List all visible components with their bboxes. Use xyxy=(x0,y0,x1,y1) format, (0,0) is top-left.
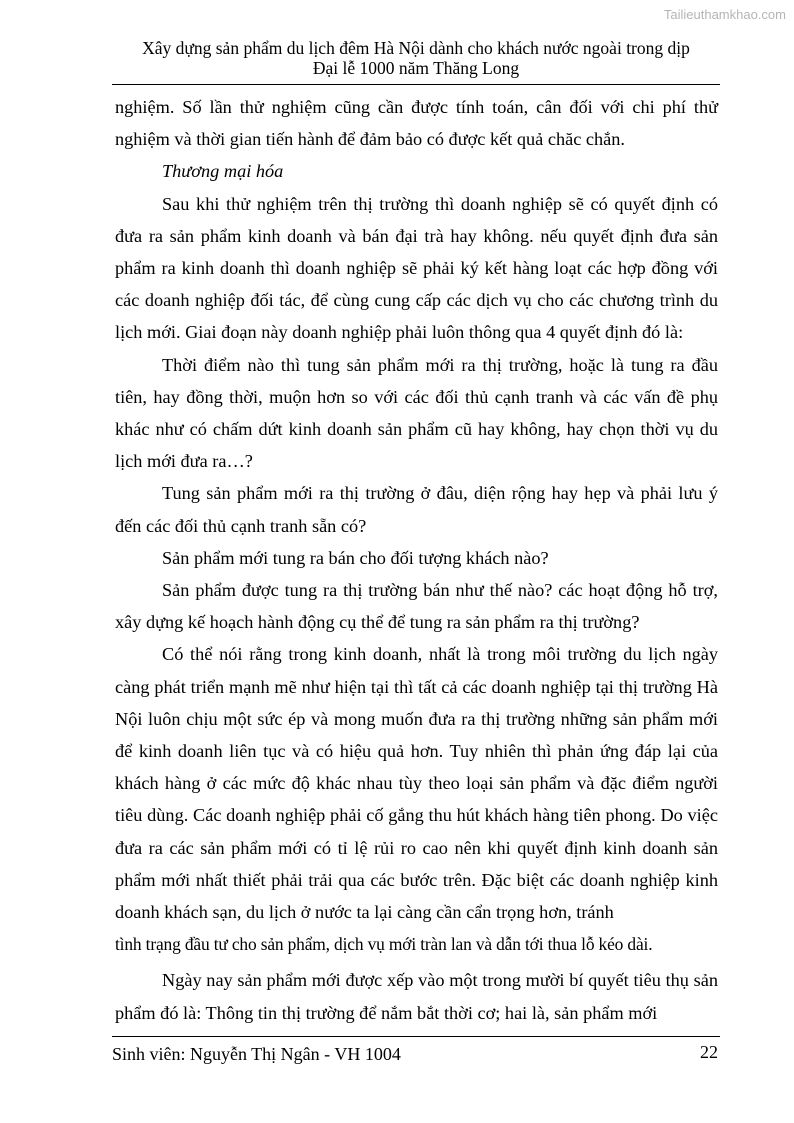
paragraph: Ngày nay sản phẩm mới được xếp vào một trong mười bí quyết tiêu thụ sản phẩm đó là: Thông tin thị trường để nắm bắt thời cơ; hai là, sản phẩm mới xyxy=(115,970,718,1023)
page-number: 22 xyxy=(700,1042,718,1062)
paragraph-continuation: nghiệm. Số lần thử nghiệm cũng cần được tính toán, cân đối với chi phí thử nghiệm và thời gian tiến hành để đảm bảo có được kết quả chăc chắn. xyxy=(115,97,718,150)
footer-divider xyxy=(112,1036,720,1037)
header-title-line-1: Xây dựng sản phẩm du lịch đêm Hà Nội dành cho khách nước ngoài trong dịp xyxy=(142,38,690,58)
paragraph: Tung sản phẩm mới ra thị trường ở đâu, diện rộng hay hẹp và phải lưu ý đến các đối thủ cạnh tranh sẵn có? xyxy=(115,483,718,536)
paragraph-condensed-line: tình trạng đầu tư cho sản phẩm, dịch vụ mới tràn lan và dẫn tới thua lỗ kéo dài. xyxy=(115,934,653,955)
section-heading: Thương mại hóa xyxy=(162,161,284,182)
paragraph: Sau khi thử nghiệm trên thị trường thì doanh nghiệp sẽ có quyết định có đưa ra sản phẩm kinh doanh và bán đại trà hay không. nếu quyết định đưa sản phẩm ra kinh doanh thì doanh nghiệp sẽ phải ký kết hàng loạt các hợp đồng với các doanh nghiệp đối tác, để cùng cung cấp các dịch vụ cho các chương trình du lịch mới. Giai đoạn này doanh nghiệp phải luôn thông qua 4 quyết định đó là: xyxy=(115,193,718,343)
footer-student: Sinh viên: Nguyễn Thị Ngân - VH 1004 xyxy=(112,1044,401,1064)
document-body xyxy=(115,91,718,1029)
watermark: Tailieuthamkhao.com xyxy=(663,7,786,22)
paragraph: Thời điểm nào thì tung sản phẩm mới ra thị trường, hoặc là tung ra đầu tiên, hay đồng thời, muộn hơn so với các đối thủ cạnh tranh và các vấn đề phụ khác như có chấm dứt kinh doanh sản phẩm cũ hay không, hay chọn thời vụ du lịch mới đưa ra…? xyxy=(115,354,718,472)
paragraph: Sản phẩm được tung ra thị trường bán như thế nào? các hoạt động hỗ trợ, xây dựng kế hoạch hành động cụ thể để tung ra sản phẩm ra thị trường? xyxy=(115,580,718,633)
paragraph: Có thể nói rằng trong kinh doanh, nhất là trong môi trường du lịch ngày càng phát triển mạnh mẽ như hiện tại thì tất cả các doanh nghiệp tại thị trường Hà Nội luôn chịu một sức ép và mong muốn đưa ra thị trường những sản phẩm mới để kinh doanh liên tục và có hiệu quả hơn. Tuy nhiên thì phản ứng đáp lại của khách hàng ở các mức độ khác nhau tùy theo loại sản phẩm và đặc điểm người tiêu dùng. Các doanh nghiệp phải cố gắng thu hút khách hàng tiên phong. Do việc đưa ra các sản phẩm mới có tỉ lệ rủi ro cao nên khi quyết định kinh doanh sản phẩm mới nhất thiết phải trải qua các bước trên. Đặc biệt các doanh nghiệp kinh doanh khách sạn, du lịch ở nước ta lại càng cần cẩn trọng hơn, tránh xyxy=(115,644,718,923)
header-divider xyxy=(112,84,720,85)
page-header xyxy=(112,38,720,78)
paragraph: Sản phẩm mới tung ra bán cho đối tượng khách nào? xyxy=(162,547,549,568)
header-title-line-2: Đại lễ 1000 năm Thăng Long xyxy=(312,58,520,78)
